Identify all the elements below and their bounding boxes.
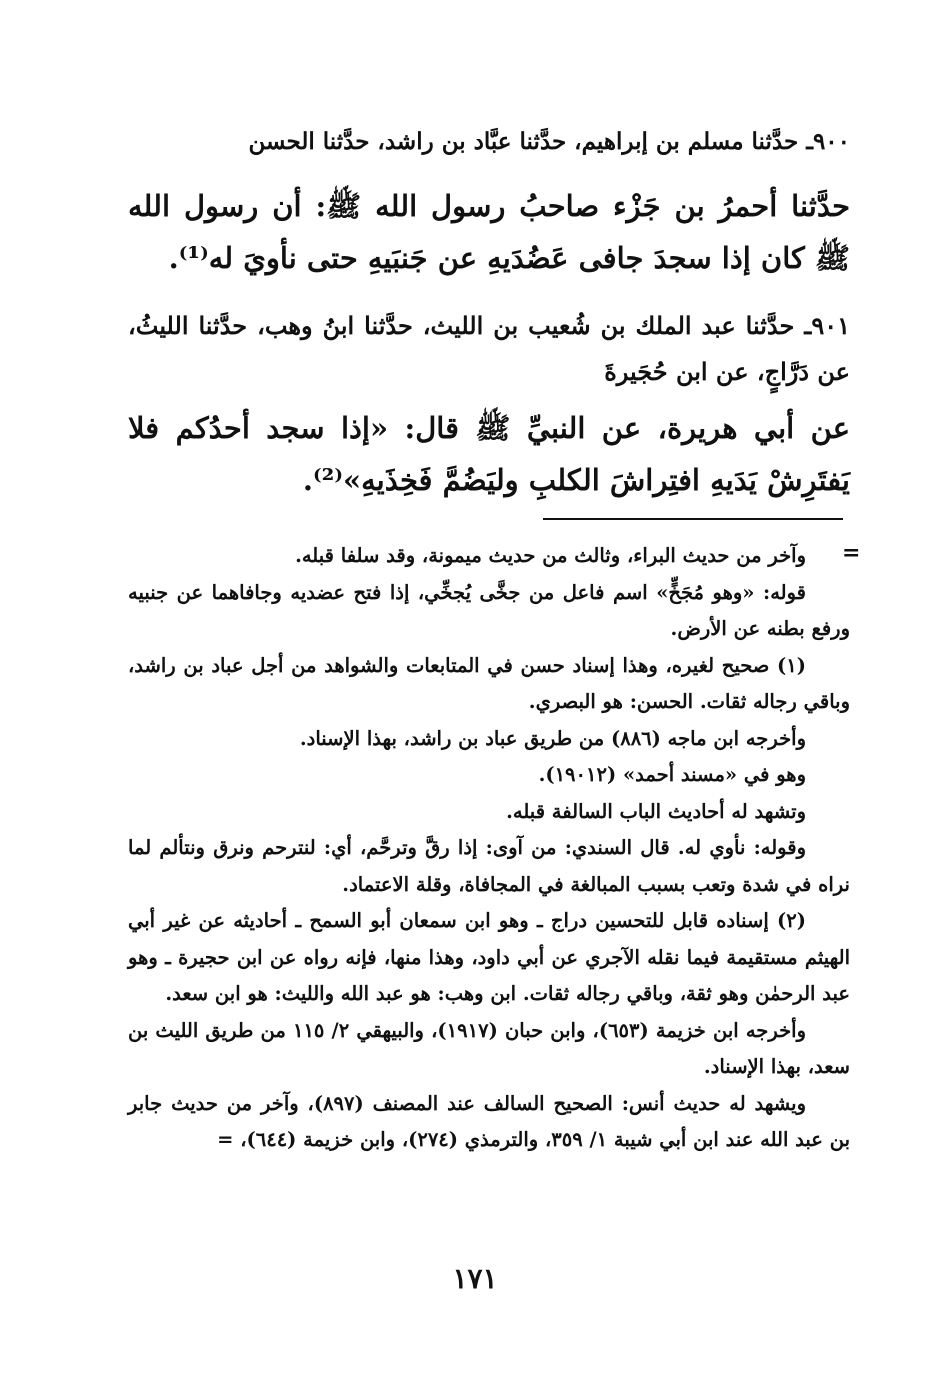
footnote-line: وتشهد له أحاديث الباب السالفة قبله. (506, 799, 806, 823)
footnote-line: وأخرجه ابن ماجه (٨٨٦) من طريق عباد بن راشد، بهذا الإسناد. (299, 726, 806, 750)
footnotes (128, 538, 850, 1159)
footnote-line: وأخرجه ابن خزيمة (٦٥٣)، وابن حبان (١٩١٧)، والبيهقي ٢/ ١١٥ من طريق الليث بن سعد، بهذا الإسناد. (128, 1018, 850, 1078)
hadith-900-chain: ٩٠٠ـ حدَّثنا مسلم بن إبراهيم، حدَّثنا عبَّاد بن راشد، حدَّثنا الحسن (248, 128, 850, 155)
footnote-continuation-mark: = (842, 540, 861, 566)
footnote-1: (١) صحيح لغيره، وهذا إسناد حسن في المتابعات والشواهد من أجل عباد بن راشد، وباقي رجاله ثقات. الحسن: هو البصري. (128, 653, 850, 713)
footnote-line: وهو في «مسند أحمد» (١٩٠١٢). (538, 763, 806, 786)
footnote-line: ويشهد له حديث أنس: الصحيح السالف عند المصنف (٨٩٧)، وآخر من حديث جابر بن عبد الله عند ابن أبي شيبة ١/ ٣٥٩، والترمذي (٢٧٤)، وابن خزيمة (٦٤٤)، = (128, 1091, 850, 1151)
page-number: ١٧١ (452, 1262, 498, 1295)
footnote-divider (543, 518, 843, 520)
footnote-2: (٢) إسناده قابل للتحسين دراج ـ وهو ابن سمعان أبو السمح ـ أحاديثه عن غير أبي الهيثم مستقيمة فيما نقله الآجري عن أبي داود، وهذا منها، فإنه رواه عن ابن حجيرة ـ وهو عبد الرحمٰن وهو ثقة، وباقي رجاله ثقات. ابن وهب: هو عبد الله والليث: هو ابن سعد. (128, 909, 850, 1005)
hadith-900-matn: حدَّثنا أحمرُ بن جَزْء صاحبُ رسول الله ﷺ: أن رسول الله ﷺ كان إذا سجدَ جافى عَضُدَيهِ عن جَنبَيهِ حتى نأويَ له⁽¹⁾. (128, 189, 850, 275)
hadith-901-matn: عن أبي هريرة، عن النبيِّ ﷺ قال: «إذا سجد أحدُكم فلا يَفتَرِشْ يَدَيهِ افتِراشَ الكلبِ وليَضُمَّ فَخِذَيهِ»⁽²⁾. (128, 411, 850, 497)
footnote-line: قوله: «وهو مُجَخٍّ» اسم فاعل من جخَّى يُجخِّي، إذا فتح عضديه وجافاهما عن جنبيه ورفع بطنه عن الأرض. (128, 580, 850, 640)
hadith-901-chain: ٩٠١ـ حدَّثنا عبد الملك بن شُعيب بن الليث، حدَّثنا ابنُ وهب، حدَّثنا الليثُ، عن دَرَّاجٍ، عن ابن حُجَيرةَ (128, 311, 850, 386)
footnote-line: وقوله: نأوي له. قال السندي: من آوى: إذا رقَّ وترحَّم، أي: لنترحم ونرق ونتألم لما نراه في شدة وتعب بسبب المبالغة في المجافاة، وقلة الاعتماد. (128, 836, 850, 896)
footnote-line: وآخر من حديث البراء، وثالث من حديث ميمونة، وقد سلفا قبله. (295, 544, 806, 567)
